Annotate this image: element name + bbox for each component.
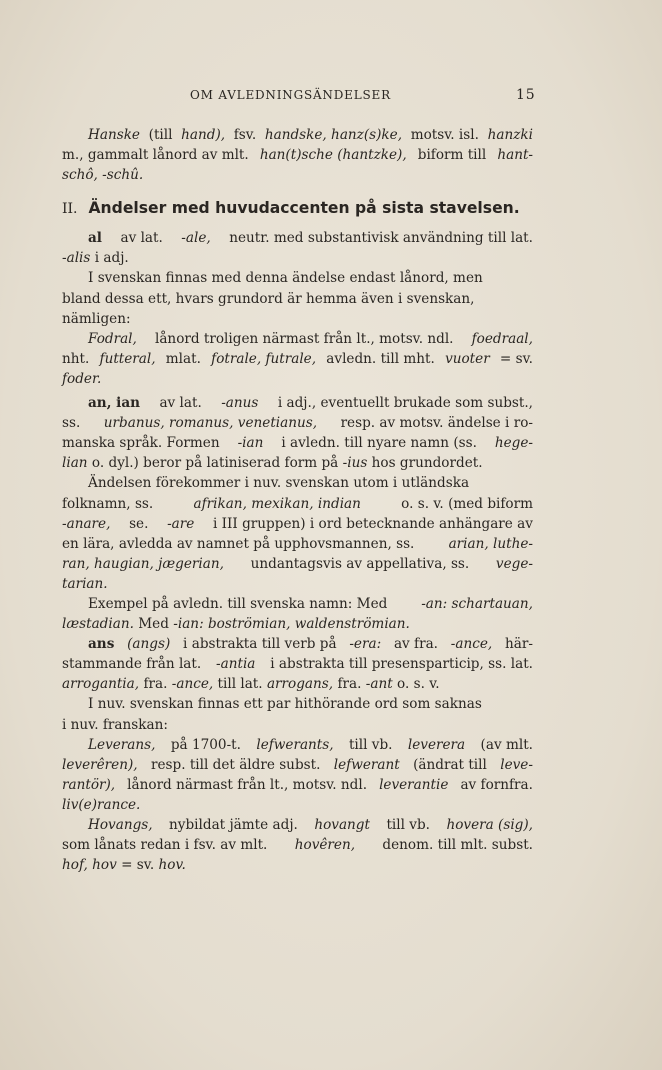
text-line: -anare, se. -are i III gruppen) i ord betecknande anhängare av bbox=[62, 515, 533, 532]
page-body bbox=[62, 125, 533, 875]
section-heading: II. Ändelser med huvudaccenten på sista stavelsen. bbox=[62, 199, 520, 218]
text-line: nämligen: bbox=[62, 310, 131, 327]
text-line: Hovangs, nybildat jämte adj. hovangt till vb. hovera (sig), bbox=[88, 817, 533, 833]
text-line: liv(e)rance. bbox=[62, 796, 141, 813]
text-line: I svenskan finnas med denna ändelse endast lånord, men bbox=[88, 270, 483, 287]
text-line: an, ian av lat. -anus i adj., eventuellt brukade som subst., bbox=[88, 393, 533, 413]
entry-head: al bbox=[88, 230, 102, 247]
text-line: al av lat. -ale, neutr. med substantivisk användning till lat. bbox=[88, 228, 533, 248]
text-line: leverêren), resp. till det äldre subst. lefwerant (ändrat till leve- bbox=[62, 756, 533, 773]
text-line: folknamn, ss. afrikan, mexikan, indian o. s. v. (med biform bbox=[62, 495, 533, 512]
text-line: I nuv. svenskan finnas ett par hithörande ord som saknas bbox=[88, 696, 482, 713]
text-line: stammande från lat. -antia i abstrakta till presensparticip, ss. lat. bbox=[62, 656, 533, 673]
text-line: arrogantia, fra. -ance, till lat. arrogans, fra. -ant o. s. v. bbox=[62, 676, 440, 693]
text-line: som lånats redan i fsv. av mlt. hovêren, denom. till mlt. subst. bbox=[62, 837, 533, 854]
text-line: ans (angs) i abstrakta till verb på -era: av fra. -ance, här- bbox=[88, 634, 533, 654]
text-line: tarian. bbox=[62, 575, 108, 592]
text-line: lian o. dyl.) beror på latiniserad form på -ius hos grundordet. bbox=[62, 455, 483, 472]
text-line: i nuv. franskan: bbox=[62, 716, 168, 733]
text-line: ran, haugian, jægerian, undantagsvis av appellativa, ss. vege- bbox=[62, 555, 533, 572]
text-line: foder. bbox=[62, 370, 102, 387]
text-line: Ändelsen förekommer i nuv. svenskan utom i utländska bbox=[88, 475, 470, 492]
text-line: læstadian. Med -ian: boströmian, waldenströmian. bbox=[62, 616, 410, 633]
text-line: bland dessa ett, hvars grundord är hemma även i svenskan, bbox=[62, 290, 475, 307]
text-line: schô, -schû. bbox=[62, 167, 144, 184]
text-line: hof, hov = sv. hov. bbox=[62, 857, 186, 874]
text-line: manska språk. Formen -ian i avledn. till nyare namn (ss. hege- bbox=[62, 435, 533, 452]
text-line: en lära, avledda av namnet på upphovsmannen, ss. arian, luthe- bbox=[62, 535, 533, 552]
page-number: 15 bbox=[516, 87, 536, 103]
text-line: Exempel på avledn. till svenska namn: Med -an: schartauan, bbox=[88, 595, 533, 612]
text-line: -alis i adj. bbox=[62, 250, 129, 267]
text-line: m., gammalt lånord av mlt. han(t)sche (hantzke), biform till hant- bbox=[62, 147, 533, 164]
text-line: ss. urbanus, romanus, venetianus, resp. av motsv. ändelse i ro- bbox=[62, 415, 533, 432]
running-title: OM AVLEDNINGSÄNDELSER bbox=[190, 88, 391, 102]
text-line: nht. futteral, mlat. fotrale, futrale, avledn. till mht. vuoter = sv. bbox=[62, 350, 533, 367]
text-line: rantör), lånord närmast från lt., motsv. ndl. leverantie av fornfra. bbox=[62, 776, 533, 793]
text-line: Hanske (till hand), fsv. handske, hanz(s)ke, motsv. isl. hanzki bbox=[88, 127, 533, 143]
text-line: Fodral, lånord troligen närmast från lt., motsv. ndl. foedraal, bbox=[88, 330, 533, 347]
text-line: Leverans, på 1700-t. lefwerants, till vb. leverera (av mlt. bbox=[88, 736, 533, 753]
entry-head: ans bbox=[88, 636, 115, 653]
entry-head: an, ian bbox=[88, 395, 141, 412]
